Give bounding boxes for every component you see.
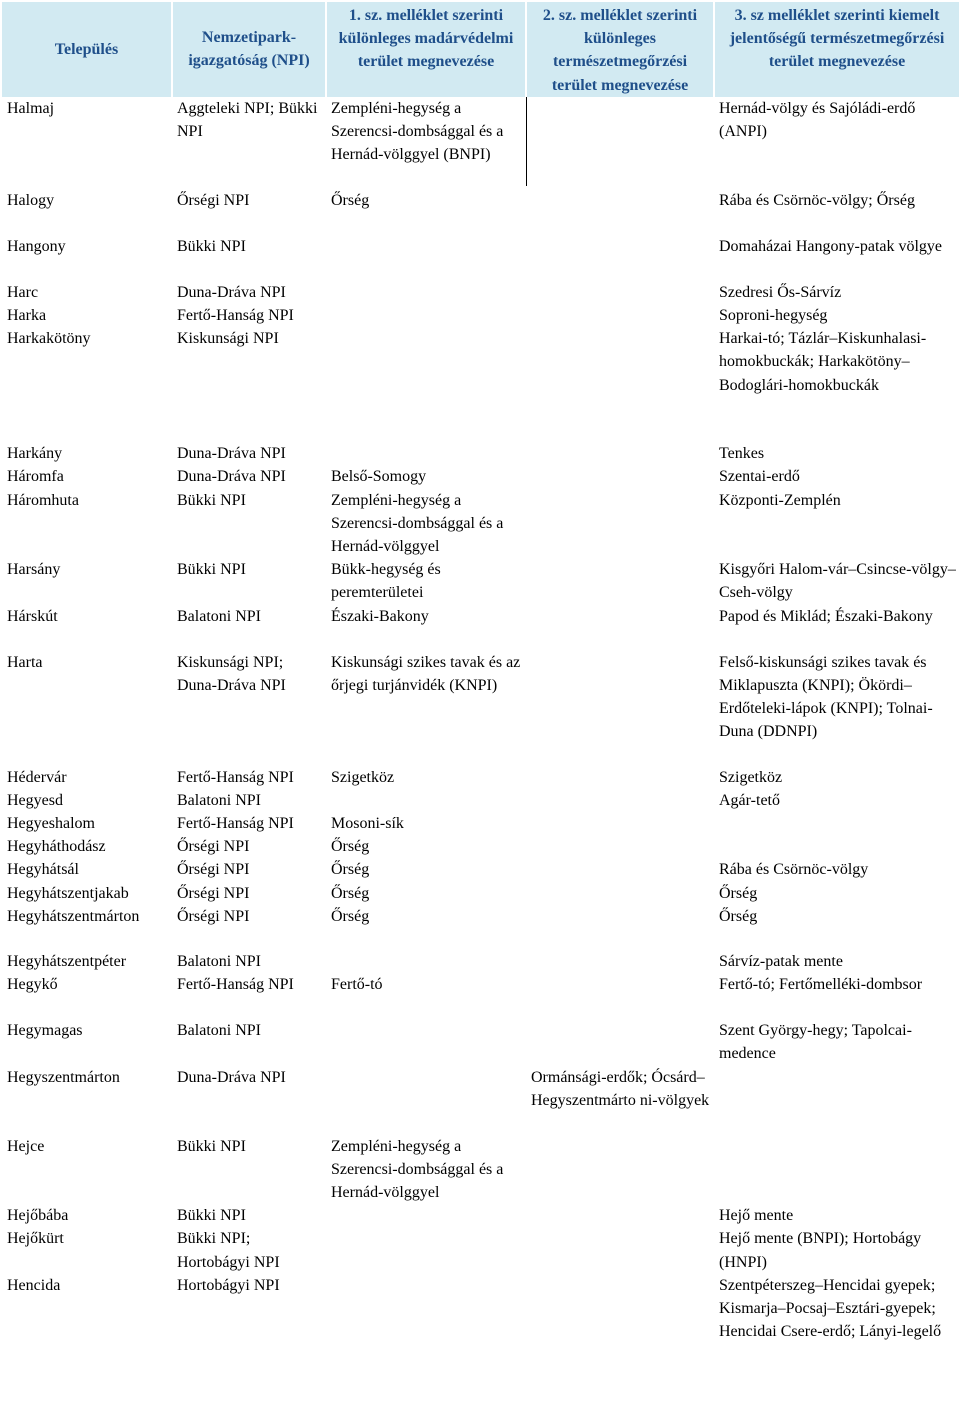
cell-termeszetmegorzesi bbox=[526, 950, 714, 973]
cell-npi: Duna-Dráva NPI bbox=[177, 283, 286, 301]
cell-npi: Bükki NPI bbox=[177, 491, 246, 509]
cell-kiemelt: Domaházai Hangony-patak völgye bbox=[719, 237, 943, 255]
row-spacer bbox=[2, 928, 959, 950]
header-madarvedelmi: 1. sz. melléklet szerinti különleges madárvédelmi terület megnevezése bbox=[326, 2, 526, 97]
cell-termeszetmegorzesi bbox=[526, 235, 714, 281]
cell-telepules: Hegyeshalom bbox=[7, 815, 95, 833]
table-row bbox=[2, 858, 959, 881]
cell-termeszetmegorzesi bbox=[526, 281, 714, 304]
cell-termeszetmegorzesi bbox=[526, 973, 714, 1019]
cell-termeszetmegorzesi bbox=[526, 1019, 714, 1065]
cell-npi: Bükki NPI; Hortobágyi NPI bbox=[177, 1230, 280, 1271]
table-row bbox=[2, 605, 959, 651]
cell-termeszetmegorzesi bbox=[526, 882, 714, 905]
cell-madarvedelmi: Zempléni-hegység a Szerencsi-dombsággal és a Hernád-völggyel bbox=[331, 1137, 504, 1202]
table-header bbox=[2, 2, 959, 97]
cell-kiemelt: Kisgyőri Halom-vár–Csincse-völgy–Cseh-völgy bbox=[719, 561, 956, 602]
cell-kiemelt bbox=[714, 812, 959, 835]
cell-madarvedelmi bbox=[326, 1019, 526, 1065]
cell-npi: Fertő-Hanság NPI bbox=[177, 815, 294, 833]
cell-madarvedelmi bbox=[326, 281, 526, 304]
cell-termeszetmegorzesi bbox=[526, 766, 714, 789]
cell-npi: Aggteleki NPI; Bükki NPI bbox=[177, 99, 318, 141]
table-row bbox=[2, 442, 959, 465]
cell-npi: Őrségi NPI bbox=[177, 191, 250, 209]
table-row bbox=[2, 327, 959, 442]
cell-kiemelt: Központi-Zemplén bbox=[719, 491, 841, 509]
cell-telepules: Harkány bbox=[7, 445, 63, 463]
cell-madarvedelmi: Őrség bbox=[331, 191, 370, 209]
cell-termeszetmegorzesi bbox=[526, 1274, 714, 1390]
cell-termeszetmegorzesi bbox=[526, 442, 714, 465]
cell-telepules: Hegyhátszentmárton bbox=[7, 907, 140, 925]
cell-telepules: Hédervár bbox=[7, 768, 67, 786]
cell-termeszetmegorzesi bbox=[526, 651, 714, 766]
cell-npi: Őrségi NPI bbox=[177, 884, 250, 902]
cell-kiemelt: Hejő mente (BNPI); Hortobágy (HNPI) bbox=[719, 1230, 922, 1271]
cell-kiemelt: Harkai-tó; Tázlár–Kiskunhalasi-homokbuckák; Harkakötöny–Bodoglári-homokbuckák bbox=[719, 330, 927, 394]
cell-npi: Kiskunsági NPI bbox=[177, 330, 279, 348]
cell-madarvedelmi bbox=[326, 950, 526, 973]
cell-madarvedelmi: Zempléni-hegység a Szerencsi-dombsággal és a Hernád-völggyel bbox=[331, 491, 504, 556]
cell-telepules: Harkakötöny bbox=[7, 330, 91, 348]
cell-telepules: Hegyhátszentpéter bbox=[7, 953, 127, 971]
table-row bbox=[2, 1227, 959, 1273]
cell-madarvedelmi: Bükk-hegység és peremterületei bbox=[331, 561, 441, 602]
cell-telepules: Harsány bbox=[7, 561, 61, 579]
cell-kiemelt: Szent György-hegy; Tapolcai-medence bbox=[719, 1022, 912, 1063]
cell-npi: Őrségi NPI bbox=[177, 907, 250, 925]
cell-termeszetmegorzesi bbox=[526, 327, 714, 442]
cell-telepules: Harta bbox=[7, 653, 43, 671]
cell-madarvedelmi bbox=[326, 442, 526, 465]
cell-npi: Bükki NPI bbox=[177, 1137, 246, 1155]
table-row bbox=[2, 905, 959, 928]
cell-npi: Duna-Dráva NPI bbox=[177, 468, 286, 486]
cell-madarvedelmi bbox=[326, 1204, 526, 1227]
cell-madarvedelmi: Őrség bbox=[331, 838, 370, 856]
table-row bbox=[2, 235, 959, 281]
cell-termeszetmegorzesi bbox=[526, 304, 714, 327]
cell-madarvedelmi: Őrség bbox=[331, 861, 370, 879]
table-row bbox=[2, 97, 959, 189]
cell-madarvedelmi: Mosoni-sík bbox=[331, 815, 404, 833]
cell-kiemelt: Sárvíz-patak mente bbox=[719, 953, 843, 971]
cell-kiemelt bbox=[714, 1135, 959, 1205]
cell-telepules: Hegymagas bbox=[7, 1022, 83, 1040]
cell-madarvedelmi: Szigetköz bbox=[331, 768, 395, 786]
cell-telepules: Háromfa bbox=[7, 468, 64, 486]
table-row bbox=[2, 189, 959, 235]
cell-npi: Hortobágyi NPI bbox=[177, 1276, 280, 1294]
cell-termeszetmegorzesi bbox=[526, 1135, 714, 1205]
cell-termeszetmegorzesi bbox=[526, 189, 714, 235]
cell-npi: Őrségi NPI bbox=[177, 861, 250, 879]
table-row bbox=[2, 950, 959, 973]
cell-kiemelt bbox=[714, 1066, 959, 1135]
cell-telepules: Hangony bbox=[7, 237, 66, 255]
cell-kiemelt: Agár-tető bbox=[719, 791, 780, 809]
cell-termeszetmegorzesi bbox=[526, 489, 714, 559]
cell-madarvedelmi bbox=[326, 304, 526, 327]
cell-kiemelt: Felső-kiskunsági szikes tavak és Miklapuszta (KNPI); Ökördi–Erdőteleki-lápok (KNPI); Tolnai-Duna (DDNPI) bbox=[719, 653, 933, 741]
cell-npi: Duna-Dráva NPI bbox=[177, 1068, 286, 1086]
cell-telepules: Hegykő bbox=[7, 976, 58, 994]
cell-telepules: Hegyszentmárton bbox=[7, 1068, 120, 1086]
cell-telepules: Halmaj bbox=[7, 99, 55, 117]
table-row bbox=[2, 1204, 959, 1227]
cell-npi: Balatoni NPI bbox=[177, 953, 261, 971]
cell-kiemelt: Őrség bbox=[719, 884, 758, 902]
cell-kiemelt: Soproni-hegység bbox=[719, 307, 828, 325]
cell-npi: Balatoni NPI bbox=[177, 1022, 261, 1040]
cell-madarvedelmi: Fertő-tó bbox=[331, 976, 383, 994]
cell-termeszetmegorzesi bbox=[526, 605, 714, 651]
cell-madarvedelmi bbox=[326, 789, 526, 812]
table-row bbox=[2, 766, 959, 789]
table-row bbox=[2, 1274, 959, 1390]
cell-madarvedelmi: Északi-Bakony bbox=[331, 607, 429, 625]
cell-termeszetmegorzesi bbox=[526, 558, 714, 604]
table-row bbox=[2, 1066, 959, 1135]
cell-npi: Bükki NPI bbox=[177, 1207, 246, 1225]
cell-kiemelt: Szigetköz bbox=[719, 768, 783, 786]
table-row bbox=[2, 789, 959, 812]
cell-termeszetmegorzesi: Ormánsági-erdők; Ócsárd–Hegyszentmárto ni-völgyek bbox=[531, 1068, 710, 1109]
cell-madarvedelmi: Kiskunsági szikes tavak és az őrjegi turjánvidék (KNPI) bbox=[331, 653, 521, 694]
cell-telepules: Hejőkürt bbox=[7, 1230, 64, 1248]
cell-termeszetmegorzesi bbox=[526, 812, 714, 835]
header-telepules: Település bbox=[2, 2, 172, 97]
cell-kiemelt bbox=[714, 835, 959, 858]
cell-madarvedelmi: Belső-Somogy bbox=[331, 468, 427, 486]
cell-termeszetmegorzesi bbox=[526, 835, 714, 858]
cell-termeszetmegorzesi bbox=[526, 97, 714, 189]
cell-telepules: Hegyhátszentjakab bbox=[7, 884, 129, 902]
cell-madarvedelmi: Őrség bbox=[331, 884, 370, 902]
header-kiemelt: 3. sz melléklet szerinti kiemelt jelentőségű természetmegőrzési terület megnevezése bbox=[714, 2, 959, 97]
cell-madarvedelmi bbox=[326, 1066, 526, 1135]
table-row bbox=[2, 304, 959, 327]
cell-telepules: Hejőbába bbox=[7, 1207, 69, 1225]
table-row bbox=[2, 281, 959, 304]
cell-termeszetmegorzesi bbox=[526, 1204, 714, 1227]
cell-npi: Balatoni NPI bbox=[177, 791, 261, 809]
cell-madarvedelmi bbox=[326, 327, 526, 442]
spacer-cell bbox=[2, 928, 959, 950]
cell-termeszetmegorzesi bbox=[526, 789, 714, 812]
cell-kiemelt: Rába és Csörnöc-völgy; Őrség bbox=[719, 191, 915, 209]
table-row bbox=[2, 973, 959, 1019]
cell-kiemelt: Hejő mente bbox=[719, 1207, 794, 1225]
table-row bbox=[2, 651, 959, 766]
header-npi: Nemzetipark-igazgatóság (NPI) bbox=[172, 2, 326, 97]
cell-kiemelt: Szentpéterszeg–Hencidai gyepek; Kismarja–Pocsaj–Esztári-gyepek; Hencidai Csere-erdő; Lányi-legelő bbox=[719, 1276, 942, 1341]
cell-telepules: Hencida bbox=[7, 1276, 61, 1294]
cell-npi: Bükki NPI bbox=[177, 237, 246, 255]
cell-telepules: Harc bbox=[7, 283, 39, 301]
cell-npi: Fertő-Hanság NPI bbox=[177, 307, 294, 325]
cell-madarvedelmi: Zempléni-hegység a Szerencsi-dombsággal és a Hernád-völggyel (BNPI) bbox=[331, 99, 504, 164]
table-body bbox=[2, 97, 959, 1390]
cell-npi: Balatoni NPI bbox=[177, 607, 261, 625]
cell-telepules: Háromhuta bbox=[7, 491, 79, 509]
cell-kiemelt: Tenkes bbox=[719, 445, 765, 463]
cell-madarvedelmi bbox=[326, 1274, 526, 1390]
table-row bbox=[2, 1135, 959, 1205]
cell-npi: Fertő-Hanság NPI bbox=[177, 768, 294, 786]
cell-telepules: Hegyhátsál bbox=[7, 861, 79, 879]
table-row bbox=[2, 489, 959, 559]
cell-kiemelt: Rába és Csörnöc-völgy bbox=[719, 861, 869, 879]
table-row bbox=[2, 465, 959, 488]
protected-areas-table bbox=[2, 2, 959, 1390]
table-row bbox=[2, 812, 959, 835]
header-termeszetmegorzesi: 2. sz. melléklet szerinti különleges természetmegőrzési terület megnevezése bbox=[526, 2, 714, 97]
cell-kiemelt: Őrség bbox=[719, 907, 758, 925]
cell-termeszetmegorzesi bbox=[526, 858, 714, 881]
table-row bbox=[2, 835, 959, 858]
cell-npi: Kiskunsági NPI; Duna-Dráva NPI bbox=[177, 653, 286, 694]
cell-termeszetmegorzesi bbox=[526, 905, 714, 928]
cell-kiemelt: Papod és Miklád; Északi-Bakony bbox=[719, 607, 933, 625]
cell-telepules: Hárskút bbox=[7, 607, 58, 625]
cell-npi: Fertő-Hanság NPI bbox=[177, 976, 294, 994]
cell-telepules: Hejce bbox=[7, 1137, 45, 1155]
cell-termeszetmegorzesi bbox=[526, 1227, 714, 1273]
table-row bbox=[2, 558, 959, 604]
cell-madarvedelmi bbox=[326, 1227, 526, 1273]
cell-telepules: Harka bbox=[7, 307, 47, 325]
cell-telepules: Hegyháthodász bbox=[7, 838, 106, 856]
cell-npi: Duna-Dráva NPI bbox=[177, 445, 286, 463]
cell-telepules: Hegyesd bbox=[7, 791, 63, 809]
cell-kiemelt: Szentai-erdő bbox=[719, 468, 800, 486]
table-row bbox=[2, 882, 959, 905]
cell-kiemelt: Hernád-völgy és Sajóládi-erdő (ANPI) bbox=[719, 99, 916, 141]
cell-kiemelt: Fertő-tó; Fertőmelléki-dombsor bbox=[719, 976, 923, 994]
cell-npi: Bükki NPI bbox=[177, 561, 246, 579]
cell-npi: Őrségi NPI bbox=[177, 838, 250, 856]
cell-madarvedelmi bbox=[326, 235, 526, 281]
cell-termeszetmegorzesi bbox=[526, 465, 714, 488]
cell-telepules: Halogy bbox=[7, 191, 55, 209]
table-row bbox=[2, 1019, 959, 1065]
cell-kiemelt: Szedresi Ős-Sárvíz bbox=[719, 283, 842, 301]
cell-madarvedelmi: Őrség bbox=[331, 907, 370, 925]
